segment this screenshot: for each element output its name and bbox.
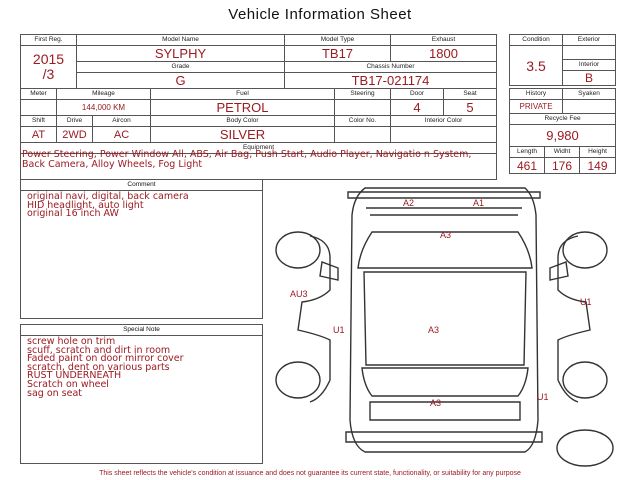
width-label: Widht xyxy=(545,147,580,158)
special-note-line: RUST UNDERNEATH xyxy=(27,370,122,382)
body-color-label: Body Color xyxy=(151,116,335,127)
damage-mark: U1 xyxy=(580,297,592,307)
mileage-value: 144,000 KM xyxy=(57,100,151,116)
spare-wheel xyxy=(557,430,613,466)
disclaimer: This sheet reflects the vehicle's condition at issuance and does not guarantee its current state, functionality, or suitability for any purpose xyxy=(99,470,521,477)
drive-value: 2WD xyxy=(57,127,93,143)
drive-label: Drive xyxy=(57,116,93,127)
height-label: Height xyxy=(580,147,616,158)
chassis-value: TB17-021174 xyxy=(285,73,497,89)
damage-mark: U1 xyxy=(333,325,345,335)
width-value: 176 xyxy=(545,158,580,174)
damage-mark: A2 xyxy=(403,198,415,208)
recycle-fee-label: Recycle Fee xyxy=(510,114,616,125)
damage-mark: A3 xyxy=(440,230,452,240)
special-note-line: sag on seat xyxy=(27,387,83,399)
special-note-line: Faded paint on door mirror cover xyxy=(27,353,184,365)
length-value: 461 xyxy=(510,158,545,174)
exhaust-value: 1800 xyxy=(391,46,497,62)
model-name-value: SYLPHY xyxy=(77,46,285,62)
comment-line: HID headlight, auto light xyxy=(27,199,144,211)
syaken-label: Syaken xyxy=(563,89,616,100)
body-color-value: SILVER xyxy=(151,127,335,143)
special-note-label: Special Note xyxy=(21,325,262,336)
damage-mark: AU3 xyxy=(290,289,308,299)
condition-value: 3.5 xyxy=(510,46,563,86)
model-name-label: Model Name xyxy=(77,35,285,46)
first-reg-month: /3 xyxy=(42,66,55,82)
height-value: 149 xyxy=(580,158,616,174)
fuel-value: PETROL xyxy=(151,100,335,116)
history-value: PRIVATE xyxy=(510,100,563,114)
special-note-line: screw hole on trim xyxy=(27,336,116,347)
first-reg-year: 2015 xyxy=(32,51,65,67)
car-wheels xyxy=(276,232,613,466)
exterior-label: Exterior xyxy=(563,35,616,46)
equipment-value: Power Steering, Power Window All, ABS, Air Bag, Push Start, Audio Player, Navigatio n System, Back Camera, Alloy Wheels, Fog Light xyxy=(22,149,472,170)
steering-label: Steering xyxy=(335,89,391,100)
door-value: 4 xyxy=(391,100,444,116)
wheel-front-left xyxy=(276,232,320,268)
length-label: Length xyxy=(510,147,545,158)
meter-label: Meter xyxy=(21,89,57,100)
damage-mark: U1 xyxy=(537,392,549,402)
mileage-label: Mileage xyxy=(57,89,151,100)
wheel-rear-right xyxy=(563,362,607,398)
wheel-rear-left xyxy=(276,362,320,398)
chassis-label: Chassis Number xyxy=(285,62,497,73)
model-type-label: Model Type xyxy=(285,35,391,46)
comment-line: original 16 inch AW xyxy=(27,208,119,220)
fuel-label: Fuel xyxy=(151,89,335,100)
grade-label: Grade xyxy=(77,62,285,73)
special-note-line: Scratch on wheel xyxy=(27,378,109,390)
shift-label: Shift xyxy=(21,116,57,127)
history-label: History xyxy=(510,89,563,100)
interior-label: Interior xyxy=(563,60,616,71)
wheel-front-right xyxy=(563,232,607,268)
aircon-value: AC xyxy=(93,127,151,143)
aircon-label: Aircon xyxy=(93,116,151,127)
model-type-value: TB17 xyxy=(285,46,391,62)
damage-marks xyxy=(290,198,592,408)
exhaust-label: Exhaust xyxy=(391,35,497,46)
special-note-line: scuff, scratch and dirt in room xyxy=(27,344,171,356)
grade-value: G xyxy=(77,73,285,89)
recycle-fee-value: 9,980 xyxy=(510,125,616,147)
condition-label: Condition xyxy=(510,35,563,46)
first-reg-label: First Reg. xyxy=(21,35,77,46)
comment-label: Comment xyxy=(21,180,262,191)
damage-mark: A1 xyxy=(473,198,485,208)
seat-value: 5 xyxy=(444,100,497,116)
interior-value: B xyxy=(563,71,616,86)
equipment-label: Equipment xyxy=(21,143,497,154)
shift-value: AT xyxy=(21,127,57,143)
seat-label: Seat xyxy=(444,89,497,100)
damage-mark: A3 xyxy=(430,398,442,408)
sheet-title: Vehicle Information Sheet xyxy=(228,6,412,23)
color-no-label: Color No. xyxy=(335,116,391,127)
special-note-line: scratch, dent on various parts xyxy=(27,361,170,373)
damage-mark: A3 xyxy=(428,325,440,335)
interior-color-label: Interior Color xyxy=(391,116,497,127)
door-label: Door xyxy=(391,89,444,100)
comment-line: original navi, digital, back camera xyxy=(27,191,189,202)
car-outline xyxy=(298,188,590,452)
